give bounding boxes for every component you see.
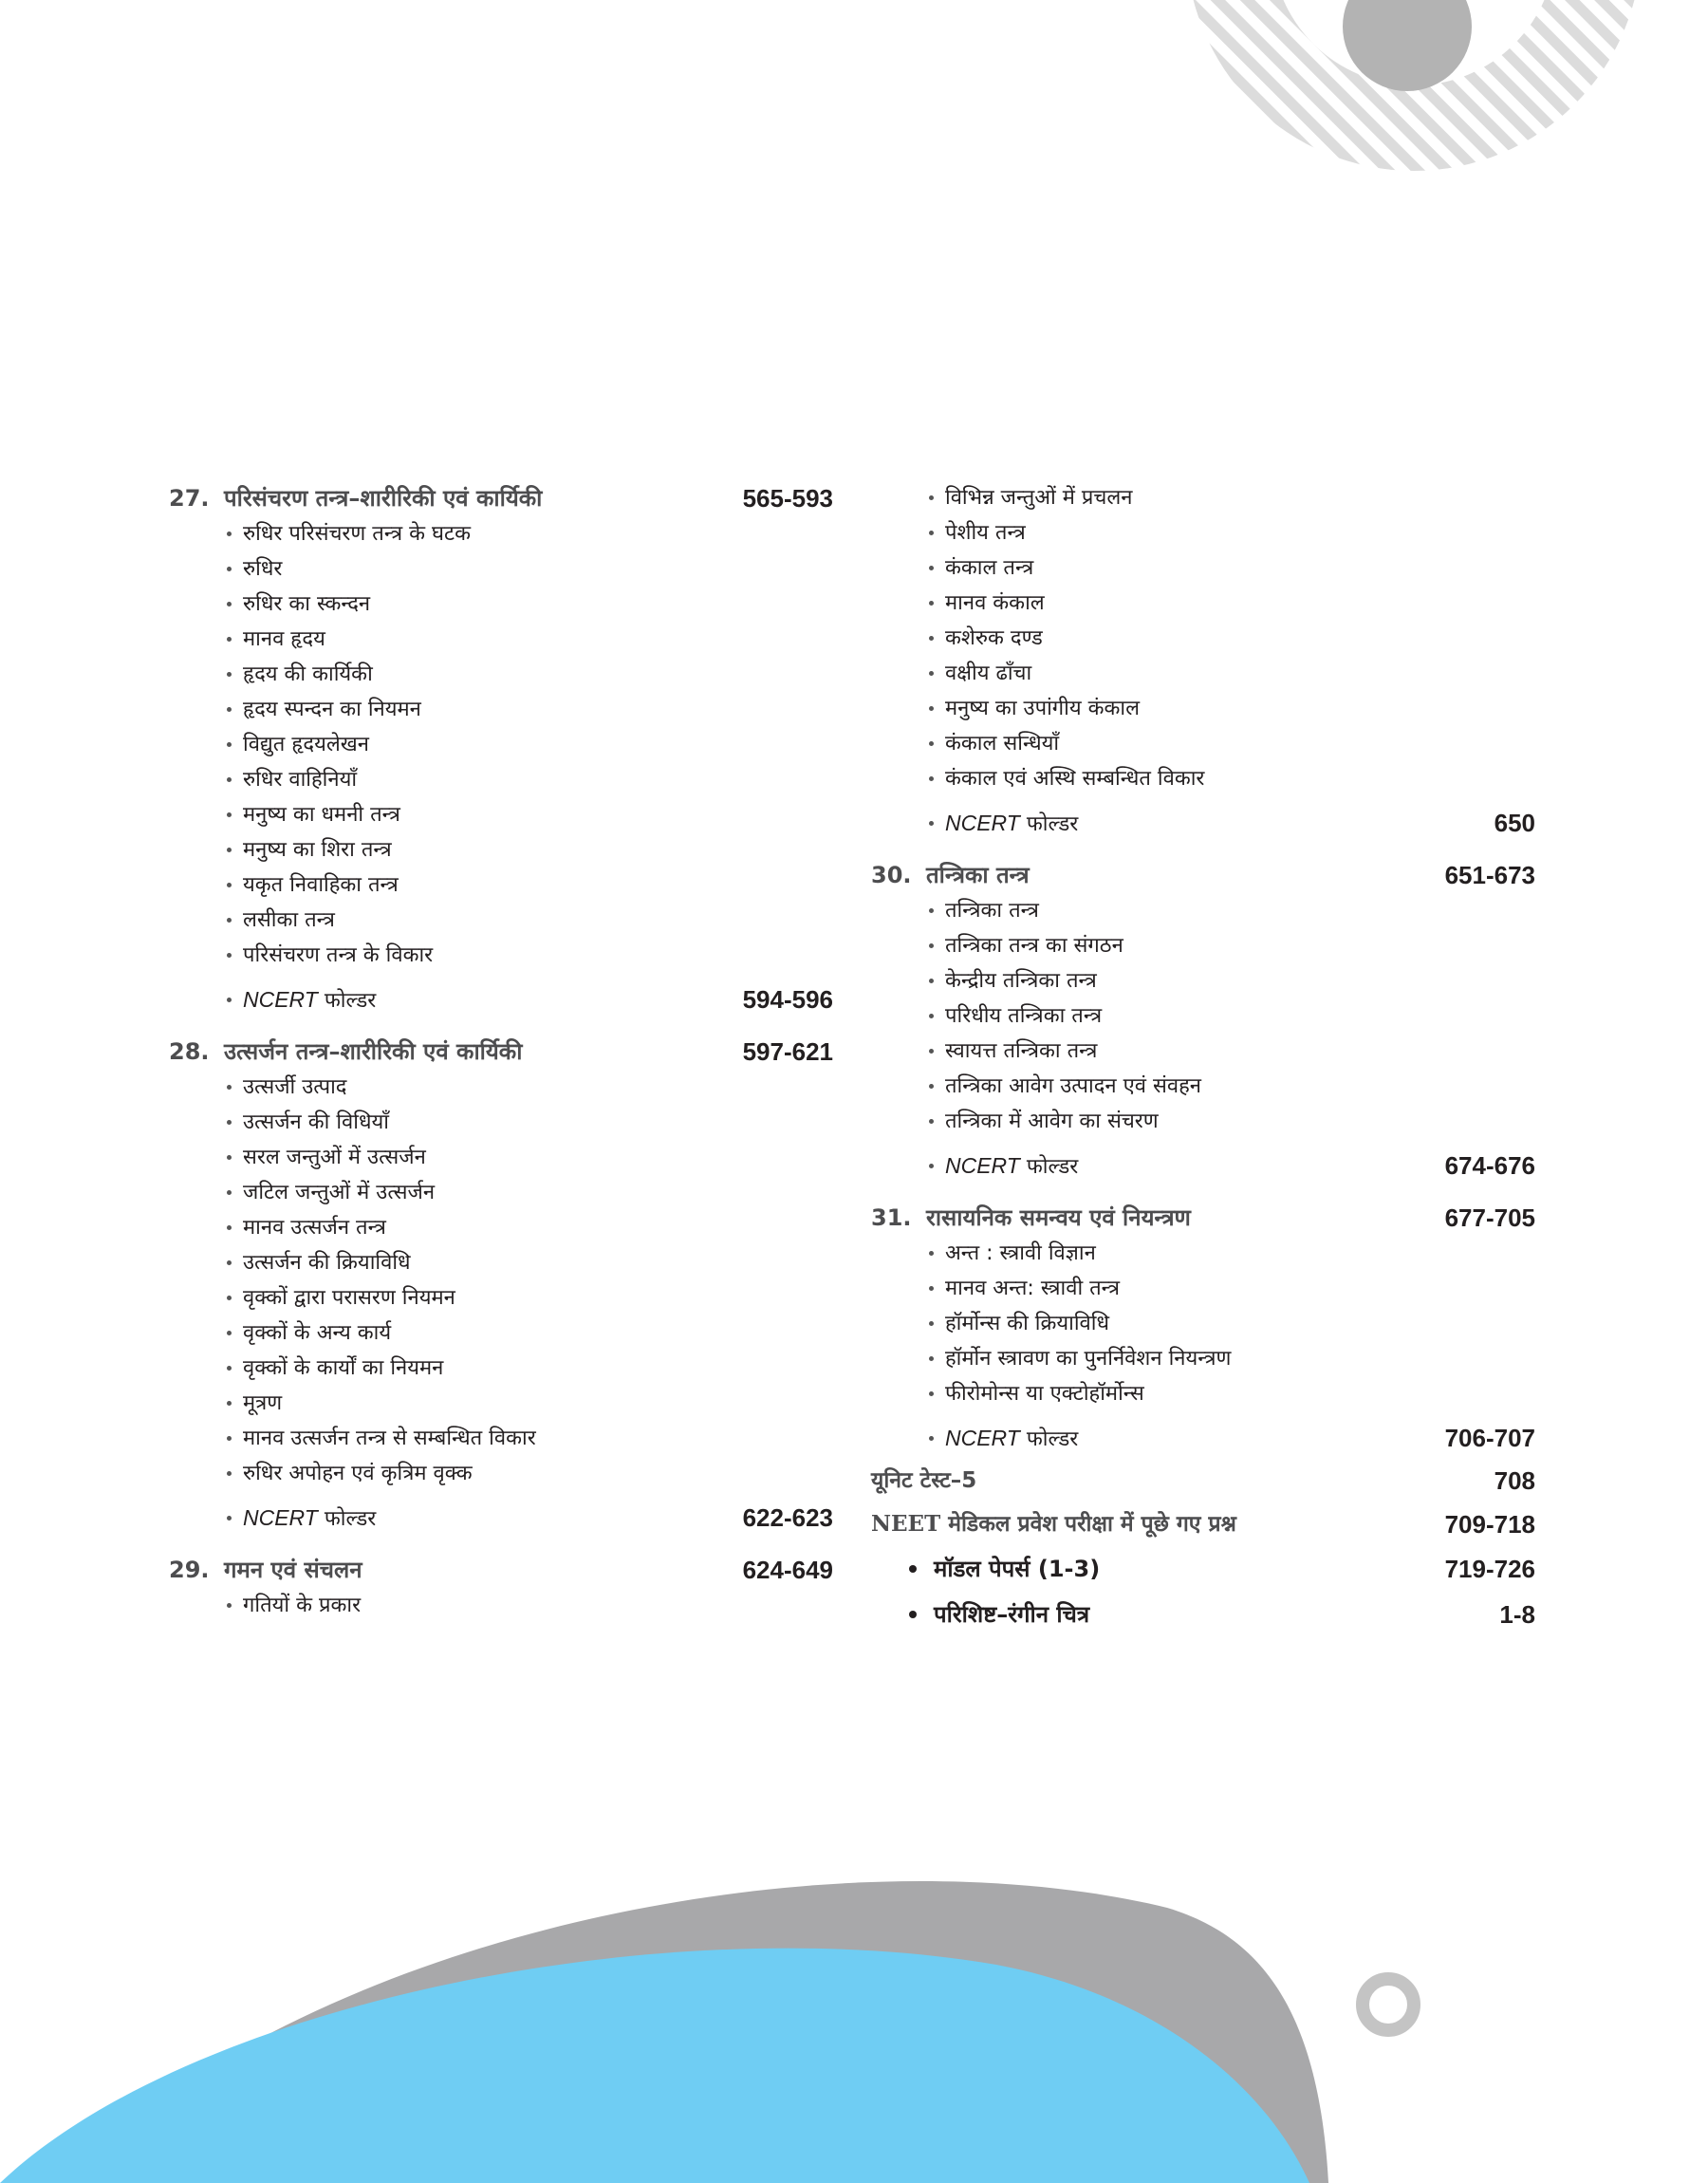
gray-circle-decoration [1343, 0, 1472, 91]
toc-left-column [169, 480, 833, 1623]
topic-item[interactable]: हृदय की कार्यिकी [226, 657, 833, 692]
topic-list [871, 893, 1535, 1139]
topic-item[interactable]: मनुष्य का शिरा तन्त्र [226, 832, 833, 868]
chapter-27 [169, 480, 833, 1020]
ncert-label: NCERT [243, 987, 318, 1012]
unit-test-pages: 708 [1494, 1466, 1535, 1495]
chapter-number: 30. [871, 862, 912, 888]
topic-item[interactable]: रुधिर परिसंचरण तन्त्र के घटक [226, 516, 833, 551]
topic-item[interactable]: कशेरुक दण्ड [928, 621, 1535, 656]
topic-item[interactable]: जटिल जन्तुओं में उत्सर्जन [226, 1175, 833, 1210]
topic-item[interactable]: उत्सर्जन की क्रियाविधि [226, 1245, 833, 1280]
topic-item[interactable]: मनुष्य का उपांगीय कंकाल [928, 691, 1535, 726]
topic-list [871, 480, 1535, 796]
model-papers-entry[interactable] [871, 1546, 1535, 1592]
chapter-pages: 597-621 [742, 1037, 833, 1066]
ncert-folder-entry[interactable] [169, 1497, 833, 1539]
appendix-pages: 1-8 [1499, 1600, 1535, 1629]
topic-list [169, 1588, 833, 1623]
topic-item[interactable]: तन्त्रिका में आवेग का संचरण [928, 1104, 1535, 1139]
ncert-label: NCERT [945, 1426, 1020, 1450]
topic-item[interactable]: कंकाल एवं अस्थि सम्बन्धित विकार [928, 761, 1535, 796]
chapter-title: उत्सर्जन तन्त्र–शारीरिकी एवं कार्यिकी [224, 1038, 523, 1065]
chapter-number: 27. [169, 485, 210, 512]
topic-item[interactable]: रुधिर का स्कन्दन [226, 587, 833, 622]
ncert-folder-entry[interactable] [169, 979, 833, 1020]
topic-item[interactable]: रुधिर अपोहन एवं कृत्रिम वृक्क [226, 1456, 833, 1491]
chapter-number: 28. [169, 1038, 210, 1065]
gray-arc-decoration [57, 1881, 1328, 2183]
topic-item[interactable]: वृक्कों के कार्यों का नियमन [226, 1351, 833, 1386]
neet-questions-entry[interactable] [871, 1502, 1535, 1546]
topic-item[interactable]: अन्त : स्त्रावी विज्ञान [928, 1236, 1535, 1271]
chapter-pages: 565-593 [742, 484, 833, 513]
ncert-folder-entry[interactable] [871, 1417, 1535, 1459]
topic-item[interactable]: उत्सर्जन की विधियाँ [226, 1105, 833, 1140]
chapter-heading[interactable] [169, 1034, 833, 1070]
neet-label: मेडिकल प्रवेश परीक्षा में पूछे गए प्रश्न [948, 1512, 1236, 1537]
chapter-29 [169, 1552, 833, 1623]
folder-label: फोल्डर [324, 1507, 377, 1531]
appendix-entry[interactable] [871, 1592, 1535, 1637]
topic-item[interactable]: पेशीय तन्त्र [928, 515, 1535, 550]
topic-item[interactable]: परिसंचरण तन्त्र के विकार [226, 938, 833, 973]
folder-pages: 594-596 [742, 985, 833, 1014]
topic-item[interactable]: स्वायत्त तन्त्रिका तन्त्र [928, 1034, 1535, 1069]
chapter-28 [169, 1034, 833, 1539]
topic-item[interactable]: रुधिर वाहिनियाँ [226, 762, 833, 797]
neet-pages: 709-718 [1444, 1510, 1535, 1539]
chapter-heading[interactable] [871, 857, 1535, 893]
topic-item[interactable]: केन्द्रीय तन्त्रिका तन्त्र [928, 963, 1535, 998]
chapter-31 [871, 1200, 1535, 1459]
topic-item[interactable]: सरल जन्तुओं में उत्सर्जन [226, 1140, 833, 1175]
topic-item[interactable]: कंकाल सन्धियाँ [928, 726, 1535, 761]
folder-label: फोल्डर [324, 989, 377, 1013]
chapter-title: रासायनिक समन्वय एवं नियन्त्रण [926, 1204, 1191, 1231]
topic-item[interactable]: गतियों के प्रकार [226, 1588, 833, 1623]
topic-item[interactable]: वृक्कों के अन्य कार्य [226, 1315, 833, 1351]
chapter-heading[interactable] [871, 1200, 1535, 1236]
topic-item[interactable]: हृदय स्पन्दन का नियमन [226, 692, 833, 727]
chapter-pages: 651-673 [1444, 861, 1535, 889]
topic-list [169, 1070, 833, 1491]
unit-test-entry[interactable] [871, 1459, 1535, 1502]
topic-item[interactable]: मनुष्य का धमनी तन्त्र [226, 797, 833, 832]
appendix-label: परिशिष्ट–रंगीन चित्र [934, 1601, 1090, 1628]
topic-item[interactable]: कंकाल तन्त्र [928, 550, 1535, 586]
chapter-title: परिसंचरण तन्त्र–शारीरिकी एवं कार्यिकी [224, 485, 543, 512]
chapter-29-continued [871, 480, 1535, 844]
blue-arc-decoration [0, 1949, 1309, 2183]
topic-list [871, 1236, 1535, 1411]
striped-ring-decoration [1177, 0, 1651, 199]
topic-item[interactable]: विद्युत हृदयलेखन [226, 727, 833, 762]
unit-test-label: यूनिट टेस्ट–5 [871, 1468, 977, 1493]
folder-label: फोल्डर [1026, 812, 1079, 836]
chapter-title: गमन एवं संचलन [224, 1557, 362, 1583]
model-papers-pages: 719-726 [1444, 1555, 1535, 1583]
topic-item[interactable]: तन्त्रिका तन्त्र का संगठन [928, 928, 1535, 963]
folder-label: फोल्डर [1026, 1155, 1079, 1179]
topic-item[interactable]: वृक्कों द्वारा परासरण नियमन [226, 1280, 833, 1315]
topic-item[interactable]: उत्सर्जी उत्पाद [226, 1070, 833, 1105]
chapter-pages: 624-649 [742, 1556, 833, 1584]
ncert-label: NCERT [243, 1505, 318, 1530]
chapter-30 [871, 857, 1535, 1186]
chapter-number: 29. [169, 1557, 210, 1583]
chapter-heading[interactable] [169, 1552, 833, 1588]
chapter-pages: 677-705 [1444, 1203, 1535, 1232]
topic-item[interactable]: तन्त्रिका आवेग उत्पादन एवं संवहन [928, 1069, 1535, 1104]
folder-pages: 650 [1494, 809, 1535, 837]
toc-right-column [871, 480, 1535, 1637]
folder-pages: 706-707 [1444, 1424, 1535, 1452]
topic-list [169, 516, 833, 973]
topic-item[interactable]: परिधीय तन्त्रिका तन्त्र [928, 998, 1535, 1034]
topic-item[interactable]: यकृत निवाहिका तन्त्र [226, 868, 833, 903]
topic-item[interactable]: मानव कंकाल [928, 586, 1535, 621]
ncert-folder-entry[interactable] [871, 802, 1535, 844]
ring-decoration [1363, 1979, 1414, 2030]
topic-item[interactable]: मूत्रण [226, 1386, 833, 1421]
ncert-folder-entry[interactable] [871, 1145, 1535, 1186]
model-papers-label: मॉडल पेपर्स (1-3) [934, 1556, 1101, 1582]
topic-item[interactable]: रुधिर [226, 551, 833, 587]
topic-item[interactable]: वक्षीय ढाँचा [928, 656, 1535, 691]
chapter-title: तन्त्रिका तन्त्र [926, 862, 1030, 888]
topic-item[interactable]: मानव अन्त: स्त्रावी तन्त्र [928, 1271, 1535, 1306]
topic-item[interactable]: लसीका तन्त्र [226, 903, 833, 938]
chapter-heading[interactable] [169, 480, 833, 516]
topic-item[interactable]: तन्त्रिका तन्त्र [928, 893, 1535, 928]
chapter-number: 31. [871, 1204, 912, 1231]
ncert-label: NCERT [945, 1153, 1020, 1178]
folder-pages: 674-676 [1444, 1151, 1535, 1180]
topic-item[interactable]: मानव उत्सर्जन तन्त्र से सम्बन्धित विकार [226, 1421, 833, 1456]
ncert-label: NCERT [945, 811, 1020, 835]
topic-item[interactable]: हॉर्मोन स्त्रावण का पुनर्निवेशन नियन्त्रण [928, 1341, 1535, 1376]
topic-item[interactable]: हॉर्मोन्स की क्रियाविधि [928, 1306, 1535, 1341]
topic-item[interactable]: फीरोमोन्स या एक्टोहॉर्मोन्स [928, 1376, 1535, 1411]
folder-label: फोल्डर [1026, 1427, 1079, 1451]
topic-item[interactable]: मानव हृदय [226, 622, 833, 657]
folder-pages: 622-623 [742, 1503, 833, 1532]
topic-item[interactable]: मानव उत्सर्जन तन्त्र [226, 1210, 833, 1245]
neet-prefix: NEET [871, 1511, 941, 1537]
topic-item[interactable]: विभिन्न जन्तुओं में प्रचलन [928, 480, 1535, 515]
